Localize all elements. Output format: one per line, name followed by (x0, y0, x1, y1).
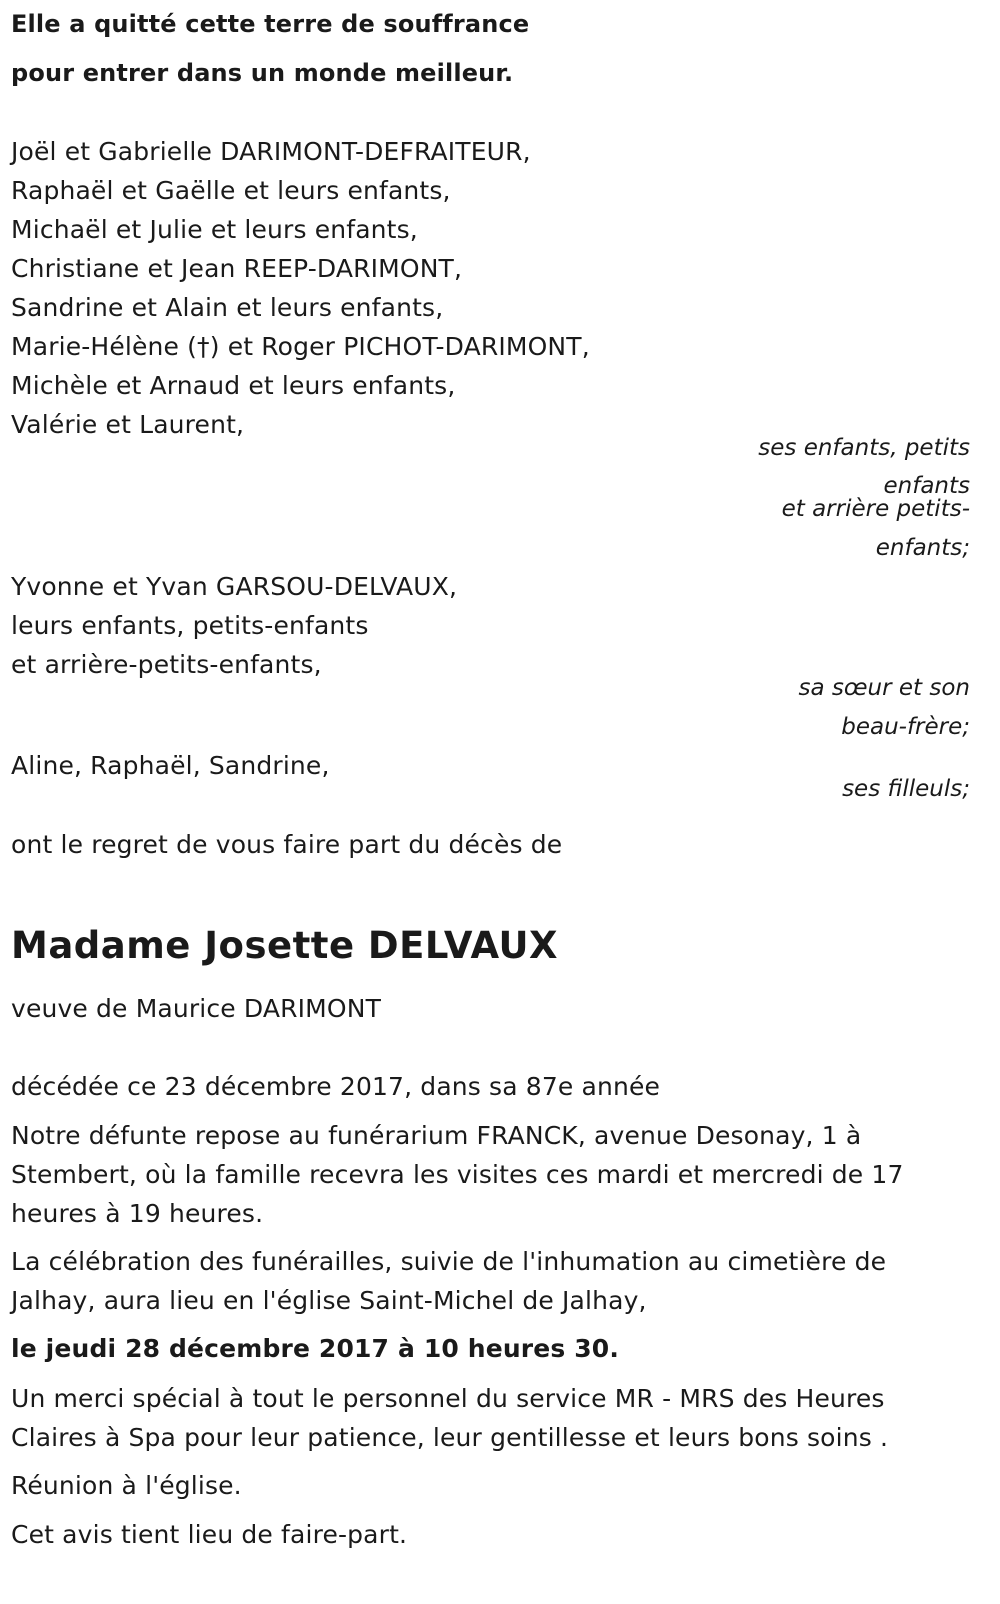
relation-note-children-2: enfants (883, 473, 970, 499)
meeting-note: Réunion à l'église. (11, 1471, 242, 1500)
relation-note-children-4: enfants; (875, 535, 970, 561)
family-line-5: Sandrine et Alain et leurs enfants, (11, 293, 444, 322)
family-line-8: Valérie et Laurent, (11, 410, 245, 439)
sibling-line-2: leurs enfants, petits-enfants (11, 611, 369, 640)
deceased-name: Madame Josette DELVAUX (11, 924, 559, 967)
family-line-4: Christiane et Jean REEP-DARIMONT, (11, 254, 463, 283)
family-line-6: Marie-Hélène (†) et Roger PICHOT-DARIMONT, (11, 332, 590, 361)
relation-note-godchildren: ses filleuls; (842, 776, 970, 802)
sibling-line-3: et arrière-petits-enfants, (11, 650, 322, 679)
relation-note-sibling-2: beau-frère; (841, 714, 970, 740)
relation-note-children-3: et arrière petits- (781, 496, 970, 522)
intro-line-1: Elle a quitté cette terre de souffrance (11, 10, 530, 38)
sibling-line-1: Yvonne et Yvan GARSOU-DELVAUX, (11, 572, 458, 601)
ceremony-date: le jeudi 28 décembre 2017 à 10 heures 30. (11, 1334, 619, 1363)
thanks-paragraph: Un merci spécial à tout le personnel du service MR - MRS des Heures Claires à Spa pour leur patience, leur gentillesse et leurs bons soins . (11, 1384, 889, 1452)
widow-of: veuve de Maurice DARIMONT (11, 994, 381, 1023)
intro-line-2: pour entrer dans un monde meilleur. (11, 59, 514, 87)
family-line-7: Michèle et Arnaud et leurs enfants, (11, 371, 456, 400)
visitation-paragraph: Notre défunte repose au funérarium FRANCK, avenue Desonay, 1 à Stembert, où la famille recevra les visites ces mardi et mercredi de 17 heures à 19 heures. (11, 1121, 904, 1228)
godchildren-line: Aline, Raphaël, Sandrine, (11, 751, 330, 780)
death-info: décédée ce 23 décembre 2017, dans sa 87e année (11, 1072, 661, 1101)
family-line-1: Joël et Gabrielle DARIMONT-DEFRAITEUR, (11, 137, 531, 166)
family-line-2: Raphaël et Gaëlle et leurs enfants, (11, 176, 451, 205)
relation-note-children-1: ses enfants, petits (758, 435, 970, 461)
ceremony-paragraph: La célébration des funérailles, suivie de l'inhumation au cimetière de Jalhay, aura lieu en l'église Saint-Michel de Jalhay, (11, 1247, 887, 1315)
family-line-3: Michaël et Julie et leurs enfants, (11, 215, 418, 244)
relation-note-sibling-1: sa sœur et son (798, 675, 970, 701)
announcement: ont le regret de vous faire part du décès de (11, 830, 563, 859)
closing-note: Cet avis tient lieu de faire-part. (11, 1520, 408, 1549)
